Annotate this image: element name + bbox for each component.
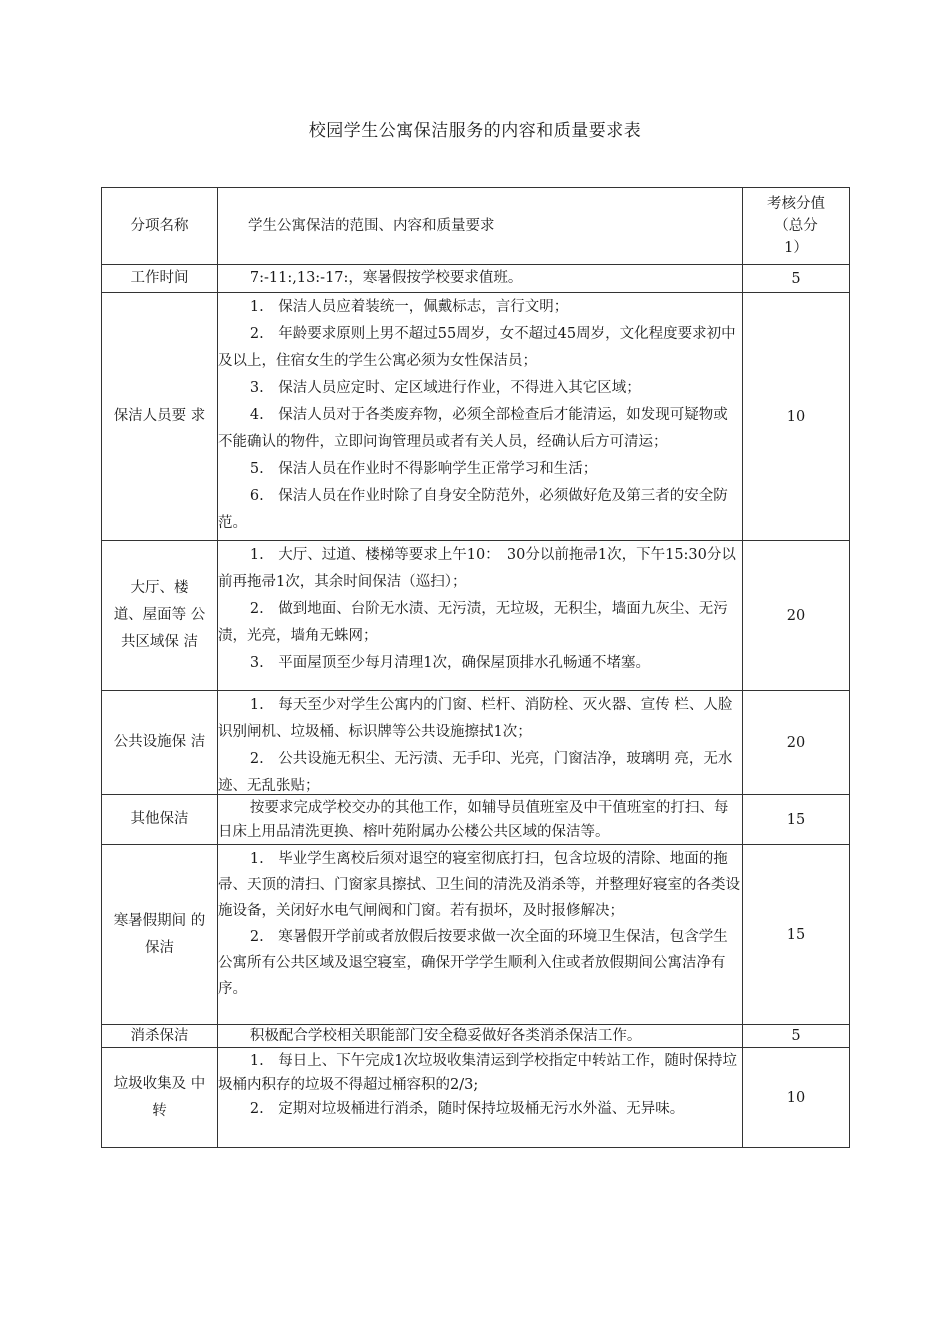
content-paragraph: 2. 年龄要求原则上男不超过55周岁，女不超过45周岁，文化程度要求初中及以上，住宿女生的学生公寓必须为女性保洁员；: [218, 325, 736, 369]
item-name: [102, 541, 218, 691]
content-paragraph: 1. 每日上、下午完成1次垃圾收集清运到学校指定中转站工作，随时保持垃圾桶内积存的垃圾不得超过桶容积的2/3;: [218, 1052, 737, 1093]
content-paragraph: 7:-11:,13:-17:，寒暑假按学校要求值班。: [249, 270, 523, 286]
content-paragraph: 2. 做到地面、台阶无水渍、无污渍，无垃圾，无积尘，墙面九灰尘、无污渍，光亮，墙角无蛛网；: [218, 600, 728, 644]
item-score: 5: [743, 265, 850, 293]
content-paragraph: 2. 定期对垃圾桶进行消杀，随时保持垃圾桶无污水外溢、无异味。: [249, 1100, 685, 1117]
item-score: 20: [743, 541, 850, 691]
table-row: [102, 1048, 850, 1148]
header-score: [743, 188, 850, 265]
table-row: [102, 265, 850, 293]
header-score-line-1: 考核分值: [767, 196, 825, 212]
table-row: [102, 691, 850, 795]
header-item-name: 分项名称: [102, 188, 218, 265]
content-paragraph: 1. 大厅、过道、楼梯等要求上午10： 30分以前拖帚1次，下午15:30分以前再拖帚1次，其余时间保洁（巡扫）；: [218, 546, 736, 590]
item-name-line: 垃圾收集及 中: [113, 1075, 206, 1092]
content-paragraph: 6. 保洁人员在作业时除了自身安全防范外，必须做好危及第三者的安全防范。: [218, 487, 728, 531]
item-name: 工作时间: [102, 265, 218, 293]
item-content: [218, 265, 743, 293]
content-paragraph: 1. 保洁人员应着装统一，佩戴标志，言行文明；: [249, 298, 569, 315]
table-row: [102, 1025, 850, 1048]
item-score: 15: [743, 795, 850, 845]
item-content: [218, 845, 743, 1025]
item-name: 公共设施保 洁: [102, 691, 218, 795]
item-name: 其他保洁: [102, 795, 218, 845]
content-paragraph: 按要求完成学校交办的其他工作，如辅导员值班室及中干值班室的打扫、每日床上用品清洗更换、榕叶苑附属办公楼公共区域的保洁等。: [218, 799, 729, 840]
item-name-line: 共区域保 洁: [120, 634, 199, 650]
item-content: [218, 691, 743, 795]
item-name: [102, 845, 218, 1025]
content-paragraph: 2. 寒暑假开学前或者放假后按要求做一次全面的环境卫生保洁，包含学生公寓所有公共区域及退空寝室，确保开学学生顺利入住或者放假期间公寓洁净有序。: [218, 928, 728, 997]
item-content: [218, 293, 743, 541]
item-name-line: 道、屋面等 公: [113, 607, 206, 623]
content-paragraph: 1. 每天至少对学生公寓内的门窗、栏杆、消防栓、灭火器、宣传 栏、人脸识别闸机、垃圾桶、标识牌等公共设施擦拭1次；: [218, 696, 733, 740]
item-name: [102, 1048, 218, 1148]
item-content: [218, 541, 743, 691]
document-title: 校园学生公寓保洁服务的内容和质量要求表: [308, 121, 642, 141]
content-paragraph: 3. 保洁人员应定时、定区域进行作业，不得进入其它区域；: [249, 379, 641, 396]
item-score: 10: [743, 1048, 850, 1148]
item-content: [218, 1048, 743, 1148]
header-content-label: 学生公寓保洁的范围、内容和质量要求: [248, 217, 495, 234]
item-score: 5: [743, 1025, 850, 1048]
content-paragraph: 积极配合学校相关职能部门安全稳妥做好各类消杀保洁工作。: [249, 1027, 642, 1044]
item-score: 15: [743, 845, 850, 1025]
requirements-table: [101, 187, 850, 1148]
item-name: 消杀保洁: [102, 1025, 218, 1048]
header-content: [218, 188, 743, 265]
content-paragraph: 2. 公共设施无积尘、无污渍、无手印、光亮，门窗洁净，玻璃明 亮，无水迹、无乱张贴；: [218, 750, 733, 794]
header-score-line-3: 1）: [784, 240, 808, 256]
content-paragraph: 1. 毕业学生离校后须对退空的寝室彻底打扫，包含垃圾的清除、地面的拖帚、天顶的清扫、门窗家具擦拭、卫生间的清洗及消杀等，并整理好寝室的各类设施设备，关闭好水电气闸阀和门窗。若有损坏，及时报修解决；: [218, 850, 740, 919]
header-row: [102, 188, 850, 265]
header-score-line-2: （总分: [774, 218, 818, 234]
table-row: [102, 795, 850, 845]
item-name-line: 保洁: [145, 939, 174, 956]
item-content: [218, 1025, 743, 1048]
item-score: 10: [743, 293, 850, 541]
item-content: [218, 795, 743, 845]
item-score: 20: [743, 691, 850, 795]
table-row: [102, 845, 850, 1025]
item-name-line: 寒暑假期间 的: [113, 912, 206, 929]
table-row: [102, 541, 850, 691]
item-name-line: 转: [152, 1102, 167, 1119]
item-name: 保洁人员要 求: [102, 293, 218, 541]
content-paragraph: 3. 平面屋顶至少每月清理1次，确保屋顶排水孔畅通不堵塞。: [249, 654, 650, 671]
table-row: [102, 293, 850, 541]
item-name-line: 大厅、楼: [130, 580, 189, 596]
content-paragraph: 5. 保洁人员在作业时不得影响学生正常学习和生活；: [249, 460, 598, 477]
content-paragraph: 4. 保洁人员对于各类废弃物，必须全部检查后才能清运，如发现可疑物或不能确认的物件，立即问询管理员或者有关人员，经确认后方可清运；: [218, 406, 728, 450]
